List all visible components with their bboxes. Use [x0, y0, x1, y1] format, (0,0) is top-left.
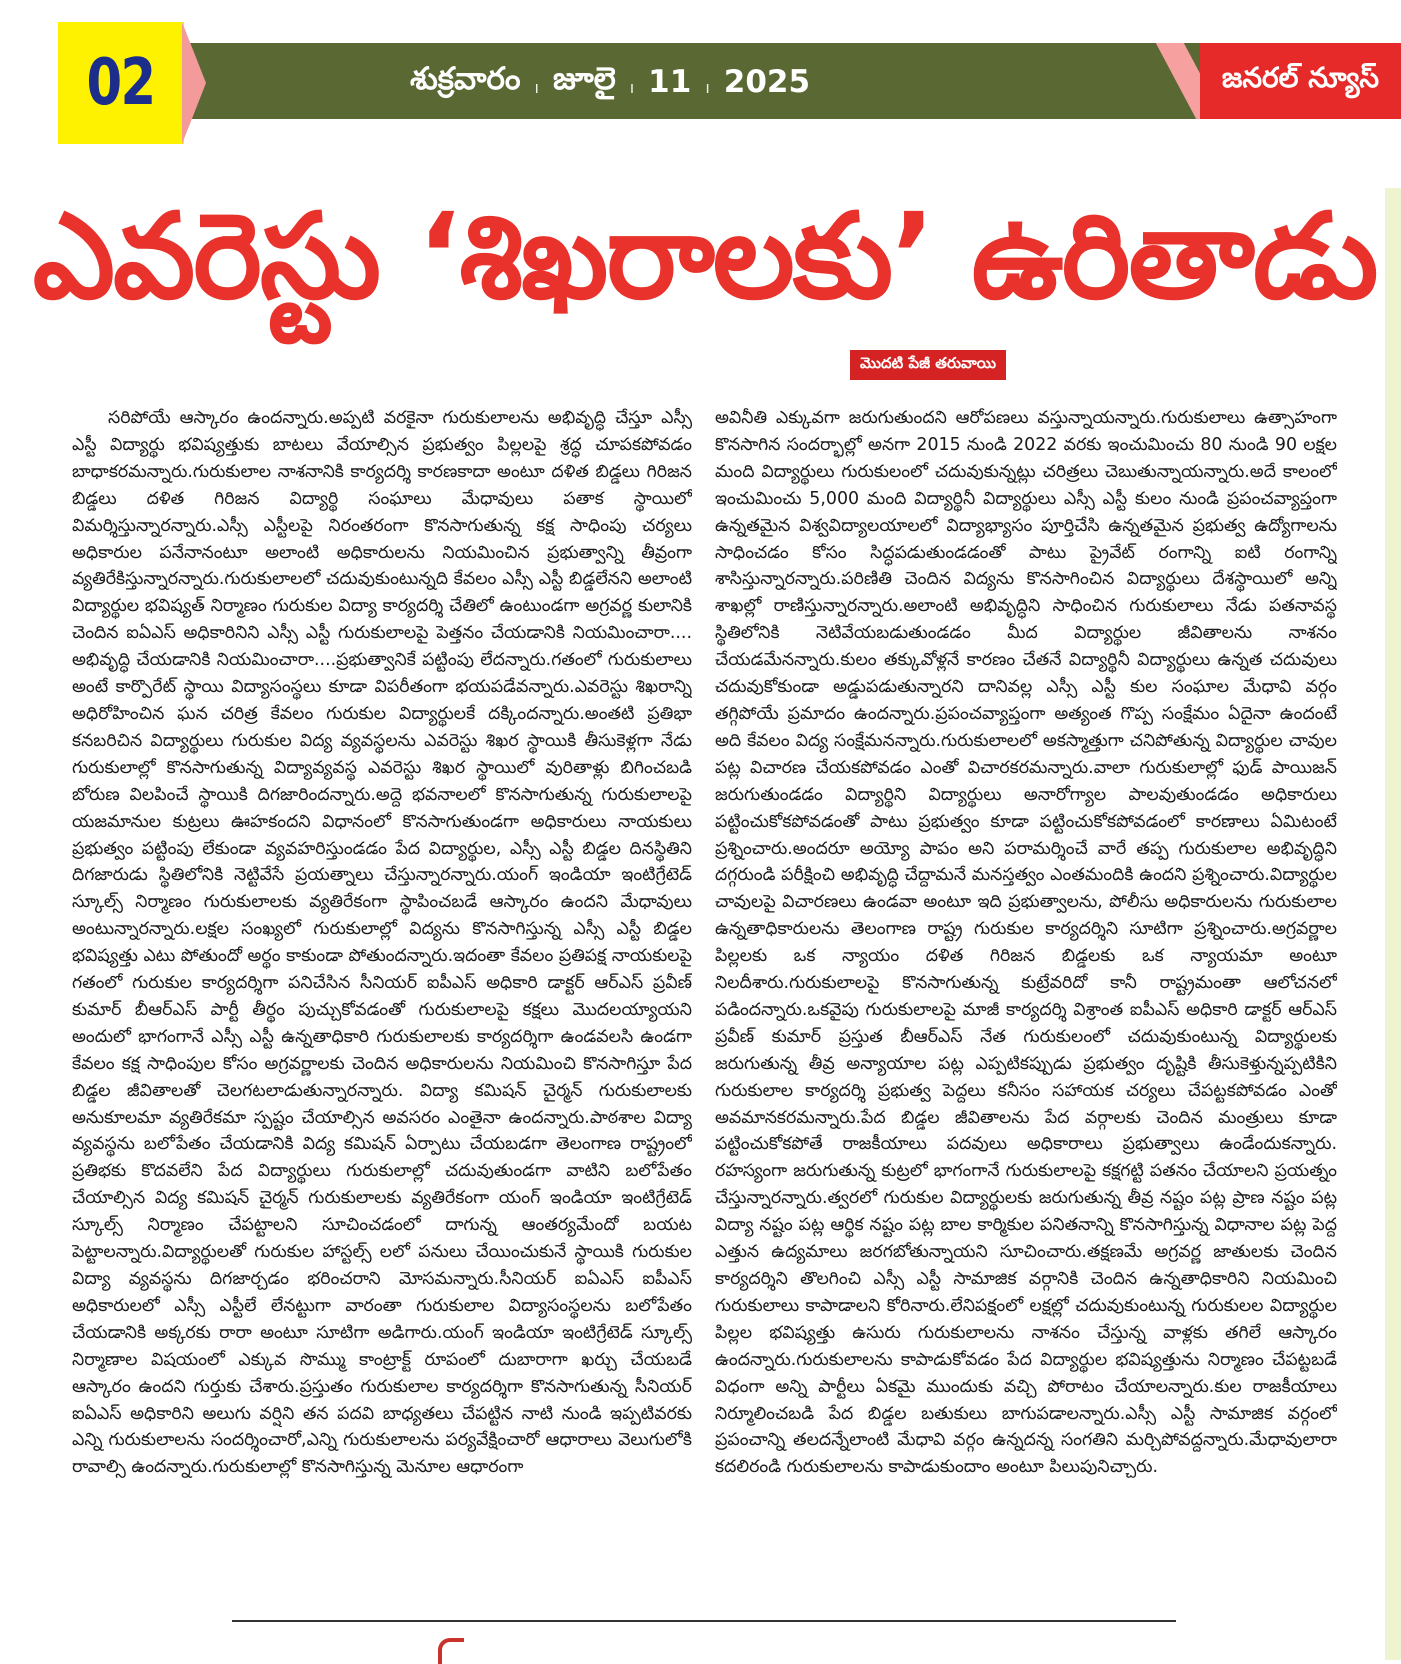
page-number: 02 [86, 46, 156, 120]
date-separator: ı [534, 77, 539, 97]
page-number-box [58, 22, 184, 144]
section-label-box [1200, 43, 1401, 119]
date-weekday: శుక్రవారం [410, 60, 521, 97]
continuation-tag: మొదటి పేజీ తరువాయి [850, 350, 1006, 380]
section-label: జనరల్ న్యూస్ [1221, 61, 1380, 94]
date-year: 2025 [723, 64, 811, 100]
footer-rule [232, 1620, 1176, 1622]
date-day: 11 [648, 64, 692, 100]
footer-ornament [438, 1638, 464, 1664]
headline-text: ఎవరెస్టు ‘శిఖరాలకు’ ఉరితాడు [33, 186, 1377, 325]
date-separator: ı [705, 77, 710, 97]
page-number-edge [182, 22, 206, 144]
headline [33, 175, 1377, 365]
date-month: జూలై [553, 60, 616, 97]
date-separator: ı [629, 77, 635, 97]
article-column-left: సరిపోయే ఆస్కారం ఉందన్నారు.అప్పటి వరకైనా గురుకులాలను అభివృద్ధి చేస్తూ ఎస్సీ ఎస్టీ విద్యార్థు భవిష్యత్తుకు బాటలు వేయాల్సిన ప్రభుత్వం పిల్లలపై శ్రద్ధ చూపకపోవడం బాధాకరమన్నారు.గురుకులాల నాశనానికి కార్యదర్శి కారణకాదా అంటూ దళిత బిడ్డలు గిరిజన బిడ్డలు దళిత గిరిజన విద్యార్థి సంఘాలు మేధావులు పతాక స్థాయిలో విమర్శిస్తున్నారన్నారు.ఎస్సీ ఎస్టీలపై నిరంతరంగా కొనసాగుతున్న కక్ష సాధింపు చర్యలు అధికారుల పనేనానంటూ అలాంటి అధికారులను నియమించిన ప్రభుత్వాన్ని తీవ్రంగా వ్యతిరేకిస్తున్నారన్నారు.గురుకులాలలో చదువుకుంటున్నది కేవలం ఎస్సీ ఎస్టీ బిడ్డలేనని అలాంటి విద్యార్థుల భవిష్యత్ నిర్మాణం గురుకుల విద్యా కార్యదర్శి చేతిలో ఉంటుండగా అగ్రవర్ణ కులానికి చెందిన ఐఏఎస్ అధికారినిని ఎస్సీ ఎస్టీ గురుకులాలపై పెత్తనం చేయడానికి నియమించారా.... అభివృద్ధి చేయడానికి నియమించారా....ప్రభుత్వానికే పట్టింపు లేదన్నారు.గతంలో గురుకులాలు అంటే కార్పొరేట్ స్థాయి విద్యాసంస్థలు కూడా విపరీతంగా భయపడేవన్నారు.ఎవరెస్టు శిఖరాన్ని అధిరోహించిన ఘన చరిత్ర కేవలం గురుకుల విద్యార్థులకే దక్కిందన్నారు.అంతటి ప్రతిభా కనబరిచిన విద్యార్థులు గురుకుల విద్య వ్యవస్థలను ఎవరెస్టు శిఖర స్థాయికి తీసుకెళ్లగా నేడు గురుకులాల్లో కొనసాగుతున్న విద్యావ్యవస్థ ఎవరెస్టు శిఖర స్థాయిలో వురితాళ్లు బిగించబడి బోరుణ విలపించే స్థాయికి దిగజారిందన్నారు.అద్దె భవనాలలో కొనసాగుతున్న గురుకులాలపై యజమానుల కుట్రలు ఊహకందని విధానంలో కొనసాగుతుండగా అధికారులు నాయకులు ప్రభుత్వం పట్టింపు లేకుండా వ్యవహరిస్తుండడం పేద విద్యార్థుల, ఎస్సీ ఎస్టీ బిడ్డల దినస్థితిని దిగజారుడు స్థితిలోనికి నెట్టివేసే ప్రయత్నాలు చేస్తున్నారన్నారు.యంగ్ ఇండియా ఇంటిగ్రేటెడ్ స్కూల్స్ నిర్మాణం గురుకులాలకు వ్యతిరేకంగా స్థాపించబడే ఆస్కారం ఉందని మేధావులు అంటున్నారన్నారు.లక్షల సంఖ్యలో గురుకులాల్లో విద్యను కొనసాగిస్తున్న ఎస్సీ ఎస్టీ బిడ్డల భవిష్యత్తు ఎటు పోతుందో అర్థం కాకుండా పోతుందన్నారు.ఇదంతా కేవలం ప్రతిపక్ష నాయకులపై గతంలో గురుకుల కార్యదర్శిగా పనిచేసిన సీనియర్ ఐపీఎస్ అధికారి డాక్టర్ ఆర్ఎస్ ప్రవీణ్ కుమార్ బీఆర్ఎస్ పార్టీ తీర్థం పుచ్చుకోవడంతో గురుకులాలపై కక్షలు మొదలయ్యాయని అందులో భాగంగానే ఎస్సీ ఎస్టీ ఉన్నతాధికారి గురుకులాలకు కార్యదర్శిగా ఉండవలసి ఉండగా కేవలం కక్ష సాధింపుల కోసం అగ్రవర్ణాలకు చెందిన అధికారులను నియమించి కొనసాగిస్తూ పేద బిడ్డల జీవితాలతో చెలగటలాడుతున్నారన్నారు. విద్యా కమిషన్ చైర్మన్ గురుకులాలకు అనుకూలమా వ్యతిరేకమా స్పష్టం చేయాల్సిన అవసరం ఎంతైనా ఉందన్నారు.పాఠశాల విద్యా వ్యవస్థను బలోపేతం చేయడానికి విద్య కమిషన్ ఏర్పాటు చేయబడగా తెలంగాణ రాష్ట్రంలో ప్రతిభకు కొదవలేని పేద విద్యార్థులు గురుకులాల్లో చదువుతుండగా వాటిని బలోపేతం చేయాల్సిన విద్య కమిషన్ చైర్మన్ గురుకులాలకు వ్యతిరేకంగా యంగ్ ఇండియా ఇంటిగ్రేటెడ్ స్కూల్స్ నిర్మాణం చేపట్టాలని సూచించడంలో దాగున్న ఆంతర్యమేందో బయట పెట్టాలన్నారు.విద్యార్థులతో గురుకుల హాస్టల్స్ లలో పనులు చేయించుకునే స్థాయికి గురుకుల విద్యా వ్యవస్థను దిగజార్చడం భరించరాని మోసమన్నారు.సీనియర్ ఐఏఎస్ ఐపీఎస్ అధికారులలో ఎస్సీ ఎస్టీలే లేనట్టుగా వారంతా గురుకులాల విద్యాసంస్థలను బలోపేతం చేయడానికి అక్కరకు రారా అంటూ సూటిగా అడిగారు.యంగ్ ఇండియా ఇంటిగ్రేటెడ్ స్కూల్స్ నిర్మాణాల విషయంలో ఎక్కువ సొమ్ము కాంట్రాక్ట్ రూపంలో దుబారాగా ఖర్చు చేయబడే ఆస్కారం ఉందని గుర్తుకు చేశారు.ప్రస్తుతం గురుకులాల కార్యదర్శిగా కొనసాగుతున్న సీనియర్ ఐఏఎస్ అధికారిని అలుగు వర్షిని తన పదవి బాధ్యతలు చేపట్టిన నాటి నుండి ఇప్పటివరకు ఎన్ని గురుకులాలను సందర్శించారో,ఎన్ని గురుకులాలను పర్యవేక్షించారో ఆధారాలు వెలుగులోకి రావాల్సి ఉందన్నారు.గురుకులాల్లో కొనసాగిస్తున్న మెనూల ఆధారంగా [72, 408, 692, 1478]
margin-strip [1385, 188, 1401, 1660]
dateline [410, 54, 810, 110]
article-column-right: అవినీతి ఎక్కువగా జరుగుతుందని ఆరోపణలు వస్తున్నాయన్నారు.గురుకులాలు ఉత్సాహంగా కొనసాగిన సందర్భాల్లో అనగా 2015 నుండి 2022 వరకు ఇంచుమించు 80 నుండి 90 లక్షల మంది విద్యార్థులు గురుకులంలో చదువుకున్నట్లు చరిత్రలు చెబుతున్నాయన్నారు.అదే కాలంలో ఇంచుమించు 5,000 మంది విద్యార్థినీ విద్యార్థులు ఎస్సీ ఎస్టీ కులం నుండి ప్రపంచవ్యాప్తంగా ఉన్నతమైన విశ్వవిద్యాలయాలలో విద్యాభ్యాసం పూర్తిచేసి ఉన్నతమైన ప్రభుత్వ ఉద్యోగాలను సాధించడం కోసం సిద్ధపడుతుండడంతో పాటు ప్రైవేట్ రంగాన్ని ఐటి రంగాన్ని శాసిస్తున్నారన్నారు.పరిణితి చెందిన విద్యను కొనసాగించిన విద్యార్థులు దేశస్థాయిలో అన్ని శాఖల్లో రాణిస్తున్నారన్నారు.అలాంటి అభివృద్ధిని సాధించిన గురుకులాలు నేడు పతనావస్థ స్థితిలోనికి నెటివేయబడుతుండడం మీద విద్యార్థుల జీవితాలను నాశనం చేయడమేనన్నారు.కులం తక్కువోళ్లనే కారణం చేతనే విద్యార్థినీ విద్యార్థులు ఉన్నత చదువులు చదువుకోకుండా అడ్డుపడుతున్నారని దానివల్ల ఎస్సీ ఎస్టీ కుల సంఘాల మేధావి వర్గం తగ్గిపోయే ప్రమాదం ఉందన్నారు.ప్రపంచవ్యాప్తంగా అత్యంత గొప్ప సంక్షేమం ఏదైనా ఉందంటే అది కేవలం విద్య సంక్షేమనన్నారు.గురుకులాలలో అకస్మాత్తుగా చనిపోతున్న విద్యార్థుల చావుల పట్ల విచారణ చేయకపోవడం ఎంతో విచారకరమన్నారు.వాలా గురుకులాల్లో ఫుడ్ పాయిజన్ జరుగుతుండడం విద్యార్థిని విద్యార్థులు అనారోగ్యాల పాలవుతుండడం అధికారులు పట్టించుకోకపోవడంతో పాటు ప్రభుత్వం కూడా పట్టించుకోకపోవడంలో కారణాలు ఏమిటంటే ప్రశ్నించారు.అందరూ అయ్యో పాపం అని పరామర్శించే వారే తప్ప గురుకులాల అభివృద్ధిని దగ్గరుండి పరీక్షించి అభివృద్ధి చేద్దామనే మనస్తత్వం ఎంతమందికి ఉందని ప్రశ్నించారు.విద్యార్థుల చావులపై విచారణలు ఉండవా అంటూ ఇది ప్రభుత్వాలను, పోలీసు అధికారులను గురుకులాల ఉన్నతాధికారులను తెలంగాణ రాష్ట్ర గురుకుల కార్యదర్శిని సూటిగా ప్రశ్నించారు.అగ్రవర్ణాల పిల్లలకు ఒక న్యాయం దళిత గిరిజన బిడ్డలకు ఒక న్యాయమా అంటూ నిలదీశారు.గురుకులాలపై కొనసాగుతున్న కుట్రేవరిదో కానీ రాష్ట్రమంతా ఆలోచనలో పడిందన్నారు.ఒకవైపు గురుకులాలపై మాజీ కార్యదర్శి విశ్రాంత ఐపీఎస్ అధికారి డాక్టర్ ఆర్ఎస్ ప్రవీణ్ కుమార్ ప్రస్తుత బీఆర్ఎస్ నేత గురుకులంలో చదువుకుంటున్న విద్యార్థులకు జరుగుతున్న తీవ్ర అన్యాయాల పట్ల ఎప్పటికప్పుడు ప్రభుత్వం దృష్టికి తీసుకెళ్తున్నప్పటికిని గురుకులాల కార్యదర్శి ప్రభుత్వ పెద్దలు కనీసం సహాయక చర్యలు చేపట్టకపోవడం ఎంతో అవమానకరమన్నారు.పేద బిడ్డల జీవితాలను పేద వర్గాలకు చెందిన మంత్రులు కూడా పట్టించుకోకపోతే రాజకీయాలు పదవులు అధికారాలు ప్రభుత్వాలు ఉండేందుకన్నారు. రహస్యంగా జరుగుతున్న కుట్రలో భాగంగానే గురుకులాలపై కక్షగట్టి పతనం చేయాలని ప్రయత్నం చేస్తున్నారన్నారు.త్వరలో గురుకుల విద్యార్థులకు జరుగుతున్న తీవ్ర నష్టం పట్ల ప్రాణ నష్టం పట్ల విద్యా నష్టం పట్ల ఆర్థిక నష్టం పట్ల బాల కార్మికుల పనితనాన్ని కొనసాగిస్తున్న విధానాల పట్ల పెద్ద ఎత్తున ఉద్యమాలు జరగబోతున్నాయని సూచించారు.తక్షణమే అగ్రవర్ణ జాతులకు చెందిన కార్యదర్శిని తొలగించి ఎస్సీ ఎస్టీ సామాజిక వర్గానికి చెందిన ఉన్నతాధికారిని నియమించి గురుకులాలు కాపాడాలని కోరినారు.లేనిపక్షంలో లక్షల్లో చదువుకుంటున్న గురుకులల విద్యార్థుల పిల్లల భవిష్యత్తు ఉసురు గురుకులాలను నాశనం చేస్తున్న వాళ్లకు తగిలే ఆస్కారం ఉందన్నారు.గురుకులాలను కాపాడుకోవడం పేద విద్యార్థుల భవిష్యత్తును నిర్మాణం చేపట్టబడే విధంగా అన్ని పార్టీలు ఏకమై ముందుకు వచ్చి పోరాటం చేయాలన్నారు.కుల రాజకీయాలు నిర్మూలించబడి పేద బిడ్డల బతుకులు బాగుపడాలన్నారు.ఎస్సీ ఎస్టీ సామాజిక వర్గంలో ప్రపంచాన్ని తలదన్నేలాంటి మేధావి వర్గం ఉన్నదన్న సంగతిని మర్చిపోవద్దన్నారు.మేధావులారా కదలిరండి గురుకులాలను కాపాడుకుందాం అంటూ పిలుపునిచ్చారు. [715, 408, 1337, 1478]
